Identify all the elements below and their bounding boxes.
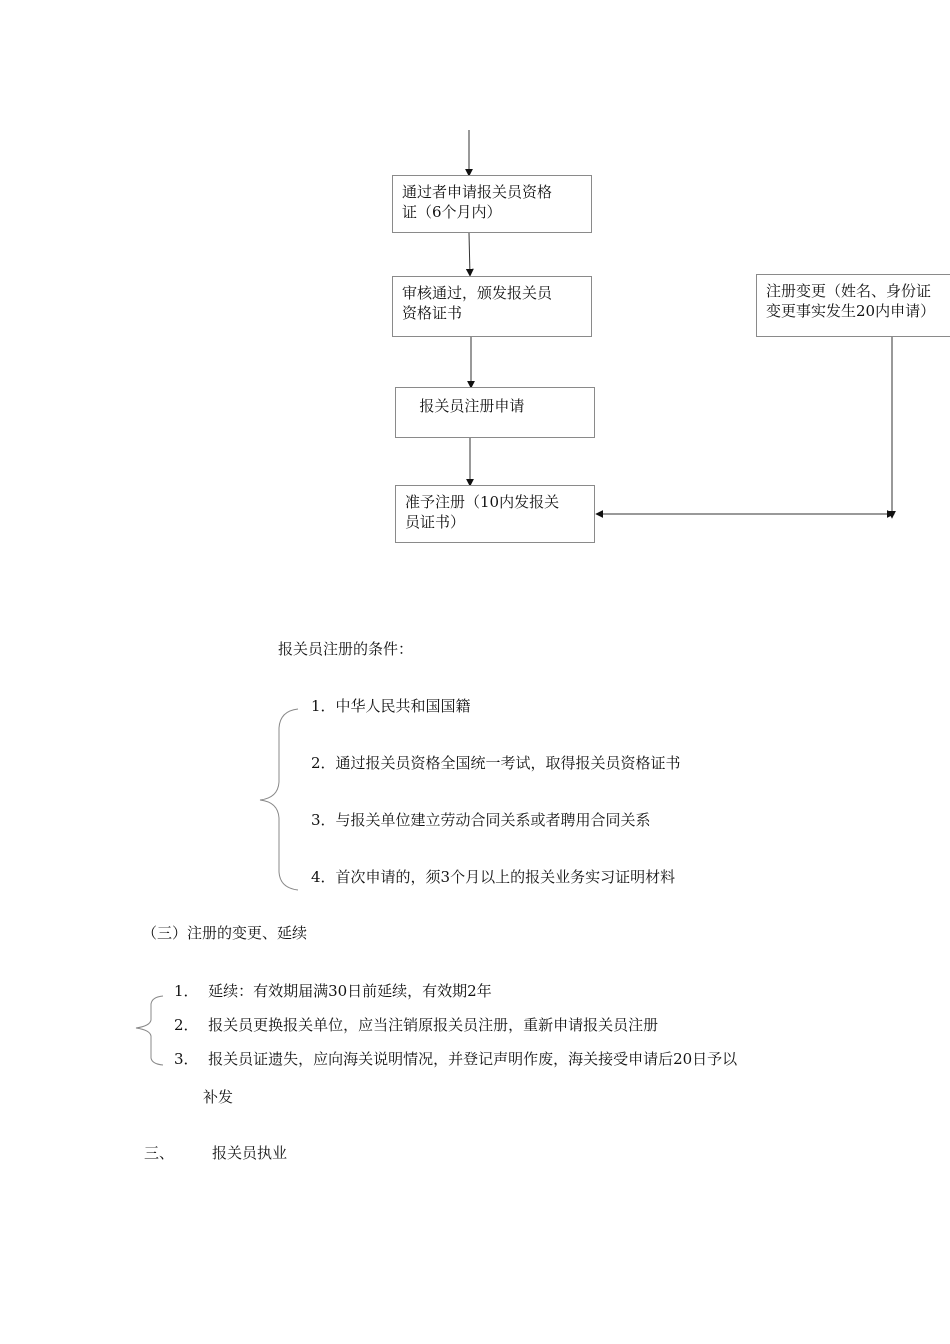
flow-box-line: 证（6个月内）: [402, 203, 502, 221]
section-heading: （三）注册的变更、延续: [142, 924, 308, 942]
section-item: 1． 延续：有效期届满30日前延续，有效期2年: [174, 982, 492, 1000]
flow-box-apply-certificate: [392, 175, 592, 233]
condition-item: 3．与报关单位建立劳动合同关系或者聘用合同关系: [311, 811, 651, 829]
part-title: 报关员执业: [212, 1144, 288, 1162]
arrow-apply-to-review: [469, 233, 470, 276]
flow-box-line: 审核通过，颁发报关员: [402, 284, 553, 302]
condition-item: 4．首次申请的，须3个月以上的报关业务实习证明材料: [311, 868, 676, 886]
flow-box-line: 资格证书: [402, 304, 463, 322]
conditions-title: 报关员注册的条件：: [278, 640, 414, 658]
flow-box-line: 员证书）: [405, 513, 466, 531]
flow-box-review: [392, 276, 592, 337]
flow-box-registration-change: [756, 274, 950, 337]
flow-box-line: 注册变更（姓名、身份证: [766, 282, 932, 300]
brace-conditions: [260, 709, 298, 890]
part-number: 三、: [144, 1144, 175, 1162]
section-item: 3． 报关员证遗失，应向海关说明情况，并登记声明作废，海关接受申请后20日予以: [174, 1050, 738, 1068]
flow-box-line: 报关员注册申请: [405, 397, 525, 415]
flow-box-line: 变更事实发生20内申请）: [766, 302, 936, 320]
section-item-continuation: 补发: [203, 1088, 234, 1106]
brace-section3: [136, 996, 163, 1065]
condition-item: 1．中华人民共和国国籍: [311, 697, 471, 715]
flow-box-line: 通过者申请报关员资格: [402, 183, 553, 201]
flow-box-line: 准予注册（10内发报关: [405, 493, 560, 511]
flow-box-approve: [395, 485, 595, 543]
condition-item: 2．通过报关员资格全国统一考试，取得报关员资格证书: [311, 754, 681, 772]
section-item: 2． 报关员更换报关单位，应当注销原报关员注册，重新申请报关员注册: [174, 1016, 659, 1034]
flow-box-register-apply: [395, 387, 595, 438]
